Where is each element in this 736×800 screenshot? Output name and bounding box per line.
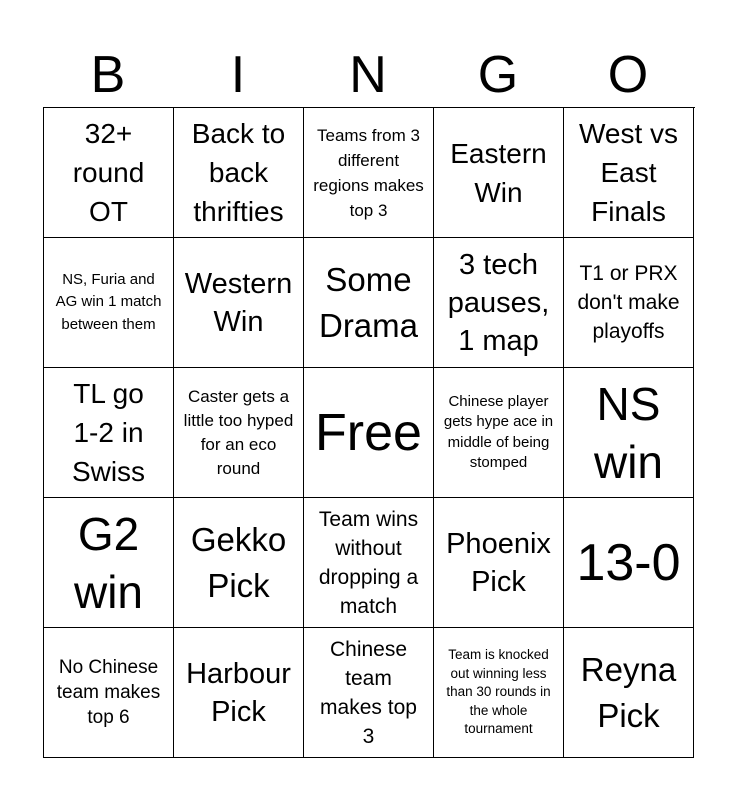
bingo-cell-r1c3[interactable] <box>304 108 434 238</box>
cell-text: West vs East Finals <box>578 118 679 227</box>
bingo-header <box>43 44 693 106</box>
cell-text: Phoenix Pick <box>446 527 551 598</box>
cell-text: NS win <box>593 377 664 488</box>
free-space-text: Free <box>315 403 422 462</box>
header-letter-n: N <box>349 46 387 104</box>
bingo-cell-r2c2[interactable] <box>174 238 304 368</box>
cell-text: Chinese player gets hype ace in middle of being stomped <box>443 392 554 471</box>
bingo-cell-r3c1[interactable] <box>44 368 174 498</box>
bingo-cell-r2c5[interactable] <box>564 238 694 368</box>
cell-text: Gekko Pick <box>190 520 287 604</box>
bingo-cell-r5c3[interactable] <box>304 628 434 758</box>
bingo-cell-r4c2[interactable] <box>174 498 304 628</box>
bingo-cell-r1c1[interactable] <box>44 108 174 238</box>
bingo-cell-r5c2[interactable] <box>174 628 304 758</box>
bingo-cell-r1c5[interactable] <box>564 108 694 238</box>
bingo-cell-r2c3[interactable] <box>304 238 434 368</box>
bingo-cell-r4c1[interactable] <box>44 498 174 628</box>
bingo-cell-r2c4[interactable] <box>434 238 564 368</box>
header-letter-o: O <box>607 46 649 104</box>
cell-text: Team is knocked out winning less than 30 rounds in the whole tournament <box>446 647 551 737</box>
cell-text: Teams from 3 different regions makes top 3 <box>313 125 424 220</box>
cell-text: Chinese team makes top 3 <box>320 637 417 748</box>
bingo-cell-r4c4[interactable] <box>434 498 564 628</box>
cell-text: No Chinese team makes top 6 <box>56 657 161 728</box>
bingo-cell-r5c1[interactable] <box>44 628 174 758</box>
bingo-cell-r1c2[interactable] <box>174 108 304 238</box>
bingo-cell-r5c4[interactable] <box>434 628 564 758</box>
header-letter-b: B <box>90 46 126 104</box>
bingo-cell-r3c2[interactable] <box>174 368 304 498</box>
cell-text: Some Drama <box>318 260 419 344</box>
cell-text: Back to back thrifties <box>191 118 286 227</box>
header-letter-g: G <box>477 46 519 104</box>
cell-text: Reyna Pick <box>580 650 677 734</box>
bingo-cell-r4c3[interactable] <box>304 498 434 628</box>
cell-text: Team wins without dropping a match <box>318 507 419 618</box>
cell-text: T1 or PRX don't make playoffs <box>577 262 680 343</box>
header-letter-i: I <box>230 46 246 104</box>
bingo-cell-r3c4[interactable] <box>434 368 564 498</box>
cell-text: TL go 1-2 in Swiss <box>71 378 146 487</box>
cell-text: 3 tech pauses, 1 map <box>447 248 550 357</box>
bingo-cell-r3c5[interactable] <box>564 368 694 498</box>
bingo-cell-r5c5[interactable] <box>564 628 694 758</box>
cell-text: G2 win <box>73 507 144 618</box>
cell-text: Western Win <box>184 267 293 338</box>
bingo-cell-r3c3 free-space[interactable] <box>304 368 434 498</box>
bingo-cell-r4c5[interactable] <box>564 498 694 628</box>
cell-text: 32+ round OT <box>72 118 145 227</box>
cell-text: Harbour Pick <box>186 657 291 728</box>
bingo-cell-r1c4[interactable] <box>434 108 564 238</box>
cell-text: Caster gets a little too hyped for an eco round <box>183 386 294 478</box>
bingo-grid <box>43 107 695 758</box>
cell-text: Eastern Win <box>450 137 547 208</box>
cell-text: 13-0 <box>576 533 681 592</box>
cell-text: NS, Furia and AG win 1 match between them <box>55 270 162 333</box>
bingo-cell-r2c1[interactable] <box>44 238 174 368</box>
